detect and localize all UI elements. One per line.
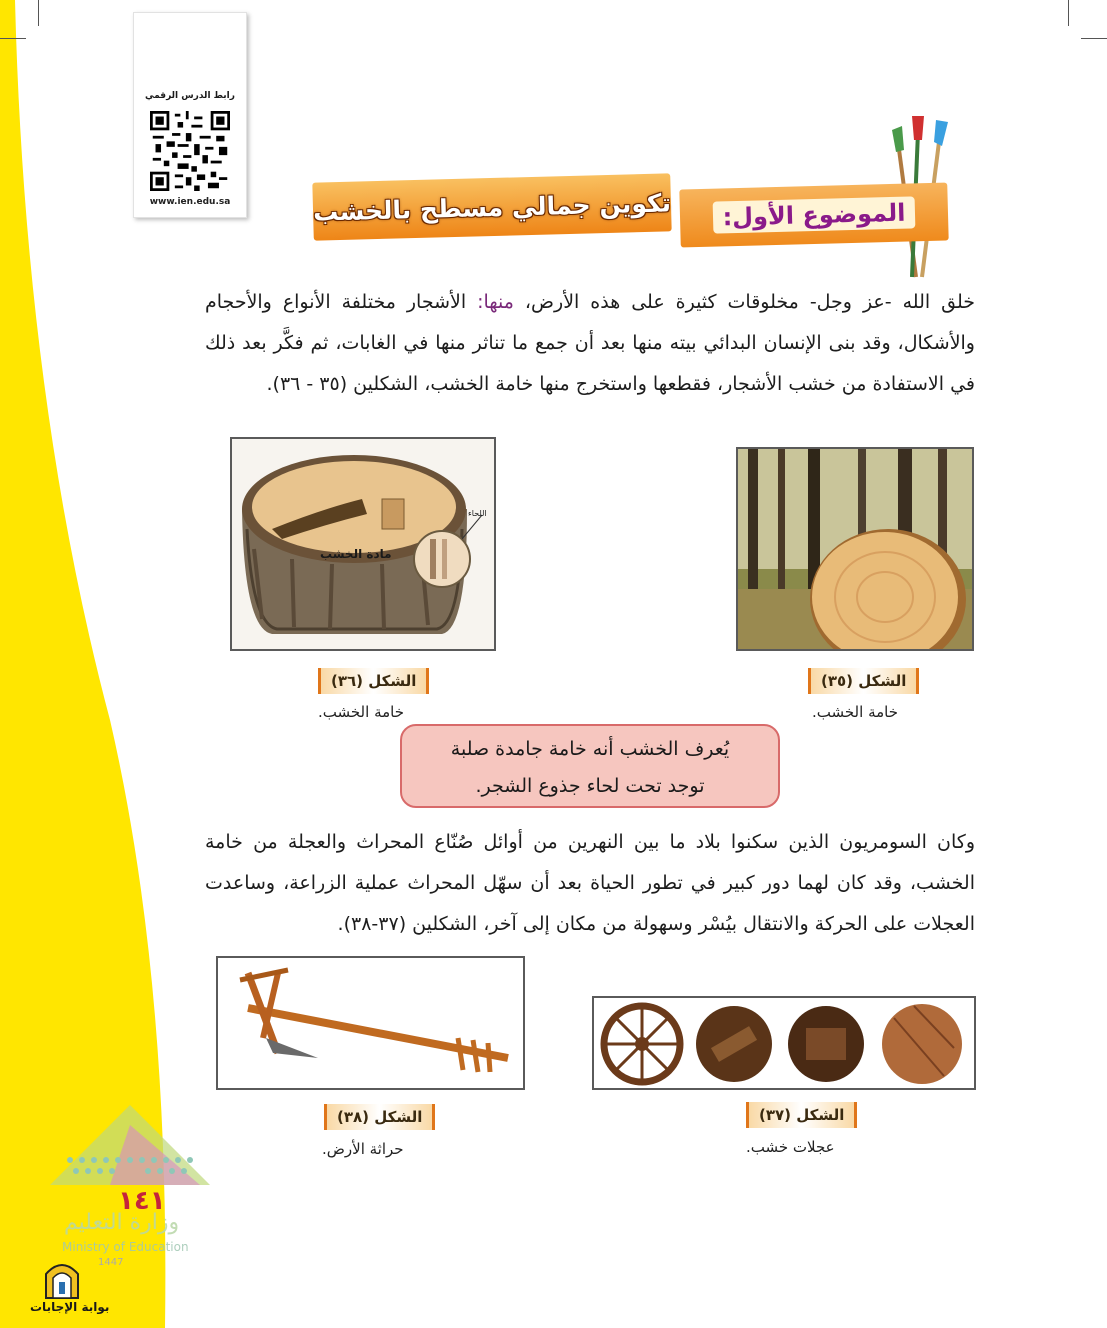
figure-35-caption: خامة الخشب. (812, 703, 898, 721)
qr-label: رابط الدرس الرقمي (145, 91, 235, 101)
heartwood-label: مادة الخشب (320, 547, 392, 561)
bark-label: اللحاء (468, 509, 487, 518)
definition-line-2: توجد تحت لحاء جذوع الشجر. (475, 775, 705, 797)
figure-36-tag: الشكل (٣٦) (318, 668, 429, 694)
ministry-name-en: Ministry of Education (62, 1240, 189, 1254)
figure-37-tag: الشكل (٣٧) (746, 1102, 857, 1128)
qr-url[interactable]: www.ien.edu.sa (149, 197, 231, 207)
figure-36-caption: خامة الخشب. (318, 703, 404, 721)
figure-37-image (592, 996, 976, 1090)
intro-paragraph (205, 282, 975, 405)
crop-mark (1081, 38, 1107, 39)
figure-38-image (216, 956, 525, 1090)
figure-38-caption: حراثة الأرض. (322, 1140, 404, 1158)
sumerians-paragraph: وكان السومريون الذين سكنوا بلاد ما بين النهرين من أوائل صُنّاع المحراث والعجلة من خامة الخشب، وقد كان لهما دور كبير في تطور الحياة بعد أن سهّل المحراث عملية الزراعة، وساعدت العجلات على الحركة والانتقال بيُسْر وسهولة من مكان إلى آخر، الشكلين (٣٧-٣٨). (205, 831, 975, 935)
lesson-title-banner (312, 173, 671, 240)
intro-part-a: خلق الله -عز وجل- مخلوقات كثيرة على هذه الأرض، (513, 291, 975, 313)
ministry-name-ar: وزارة التعليم (64, 1210, 180, 1235)
definition-box (400, 724, 780, 808)
page-number: ١٤١ (118, 1186, 166, 1216)
answers-gate-logo-icon[interactable] (42, 1256, 82, 1300)
figure-35-tag: الشكل (٣٥) (808, 668, 919, 694)
definition-line-1: يُعرف الخشب أنه خامة جامدة صلبة (450, 738, 730, 760)
crop-mark (0, 38, 26, 39)
answers-gate-label[interactable]: بوابة الإجابات (30, 1300, 110, 1314)
qr-card[interactable] (133, 12, 247, 218)
figure-37-caption: عجلات خشب. (746, 1138, 835, 1156)
figure-35-image (736, 447, 974, 651)
edition-year: 1447 (98, 1257, 124, 1268)
figure-36-image (230, 437, 496, 651)
lesson-title: تكوين جمالي مسطح بالخشب (312, 187, 672, 227)
topic-label: الموضوع الأول: (712, 196, 916, 233)
qr-code-icon[interactable] (150, 111, 230, 191)
crop-mark (1068, 0, 1069, 26)
figure-38-tag: الشكل (٣٨) (324, 1104, 435, 1130)
intro-part-b: الأشجار مختلفة الأنواع والأحجام والأشكال، وقد بنى الإنسان البدائي بيته منها بعد أن جمع ما تناثر منها في الغابات، ثم فكَّر بعد ذلك في الاستفادة من خشب الأشجار، فقطعها واستخرج منها خامة الخشب، الشكلين (٣٥ - ٣٦). (205, 291, 975, 395)
topic-banner (679, 183, 948, 248)
intro-highlight: منها: (466, 291, 514, 313)
crop-mark (38, 0, 39, 26)
